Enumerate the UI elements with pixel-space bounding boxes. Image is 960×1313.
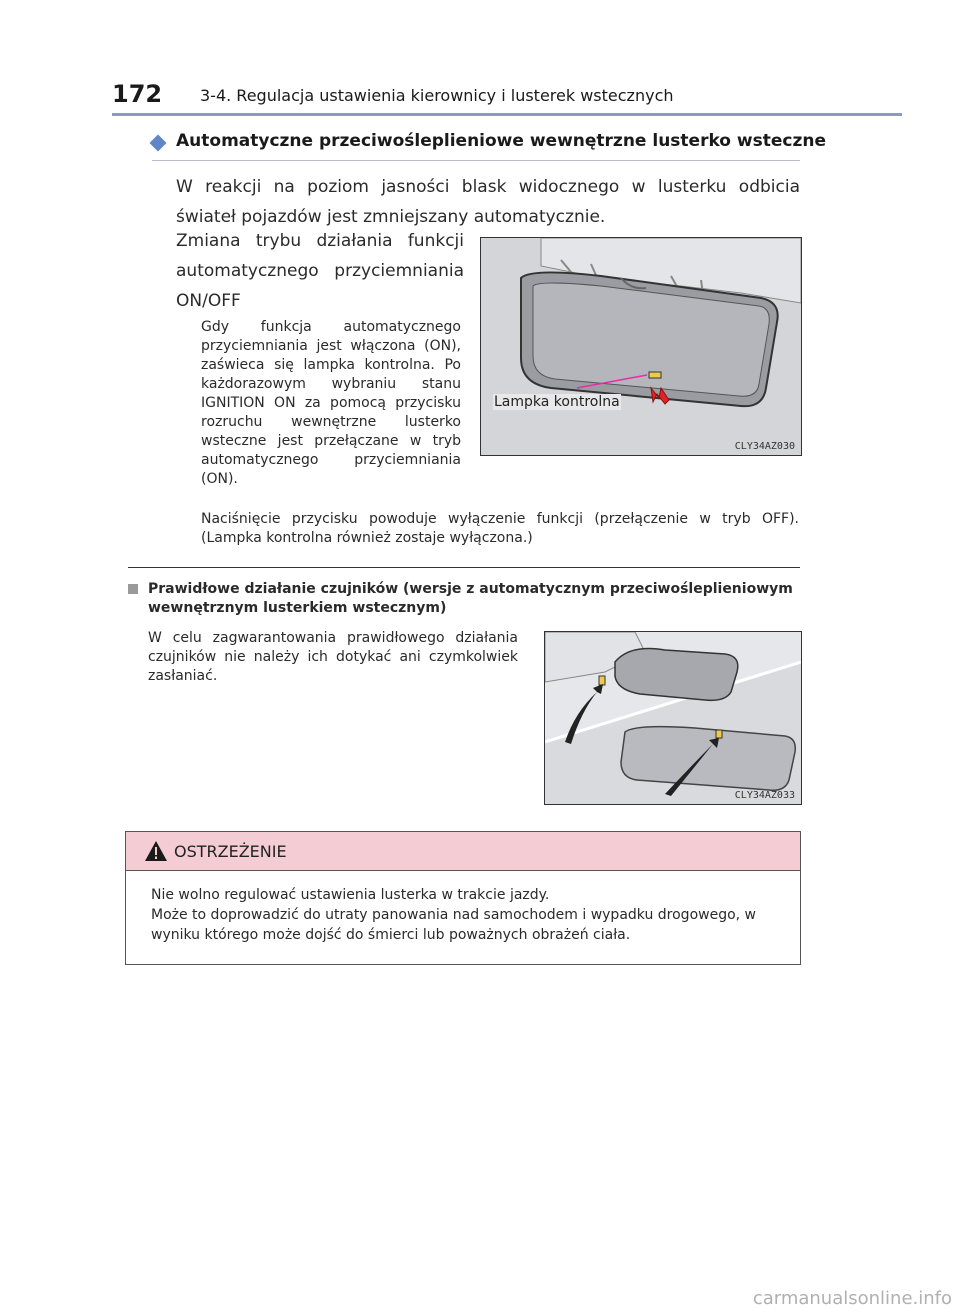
subsection-body: W celu zagwarantowania prawidłowego działania czujników nie należy ich dotykać ani czymkolwiek zasłaniać. <box>148 630 518 684</box>
watermark: carmanualsonline.info <box>752 1288 952 1309</box>
figure-code: CLY34AZ030 <box>734 441 795 452</box>
sensors-figure <box>544 631 802 805</box>
chapter-title: 3-4. Regulacja ustawienia kierownicy i lusterek wstecznych <box>200 86 674 105</box>
function-title: Zmiana trybu działania funkcji automatycznego przyciemniania ON/OFF <box>176 231 464 311</box>
mirror-figure <box>480 237 802 456</box>
warning-header <box>126 832 800 871</box>
figure-code: CLY34AZ033 <box>734 790 795 801</box>
warning-line-1: Nie wolno regulować ustawienia lusterka w trakcie jazdy. <box>151 887 550 903</box>
function-description: Gdy funkcja automatycznego przyciemniania jest włączona (ON), zaświeca się lampka kontrolna. Po każdorazowym wybraniu stanu IGNITION ON za pomocą przycisku rozruchu wewnętrzne lusterko wsteczne jest przełączane w tryb automatycznego przyciemniania (ON). <box>201 319 461 487</box>
header-rule <box>112 113 902 116</box>
function-description-off: Naciśnięcie przycisku powoduje wyłączenie funkcji (przełączenie w tryb OFF). (Lampka kontrolna również zostaje wyłączona.) <box>201 511 799 546</box>
sensors-illustration <box>545 632 801 804</box>
divider <box>128 567 800 568</box>
section-intro: W reakcji na poziom jasności blask widocznego w lusterku odbicia świateł pojazdów jest zmniejszany automatycznie. <box>176 177 800 227</box>
warning-box <box>125 831 801 965</box>
figure-label: Lampka kontrolna <box>494 394 620 410</box>
section-rule <box>152 160 800 161</box>
warning-line-2: Może to doprowadzić do utraty panowania nad samochodem i wypadku drogowego, w wyniku którego może dojść do śmierci lub poważnych obrażeń ciała. <box>151 907 757 943</box>
mirror-illustration <box>481 238 801 455</box>
section-title: Automatyczne przeciwośleplieniowe wewnętrzne lusterko wsteczne <box>176 131 826 151</box>
warning-body <box>151 885 775 945</box>
diamond-bullet-icon <box>150 135 167 152</box>
warning-title: OSTRZEŻENIE <box>174 842 287 861</box>
square-bullet-icon <box>128 584 138 594</box>
subsection-title: Prawidłowe działanie czujników (wersje z automatycznym przeciwośleplieniowym wewnętrznym lusterkiem wstecznym) <box>148 581 793 616</box>
page-number: 172 <box>112 80 163 108</box>
warning-triangle-icon <box>144 840 168 862</box>
